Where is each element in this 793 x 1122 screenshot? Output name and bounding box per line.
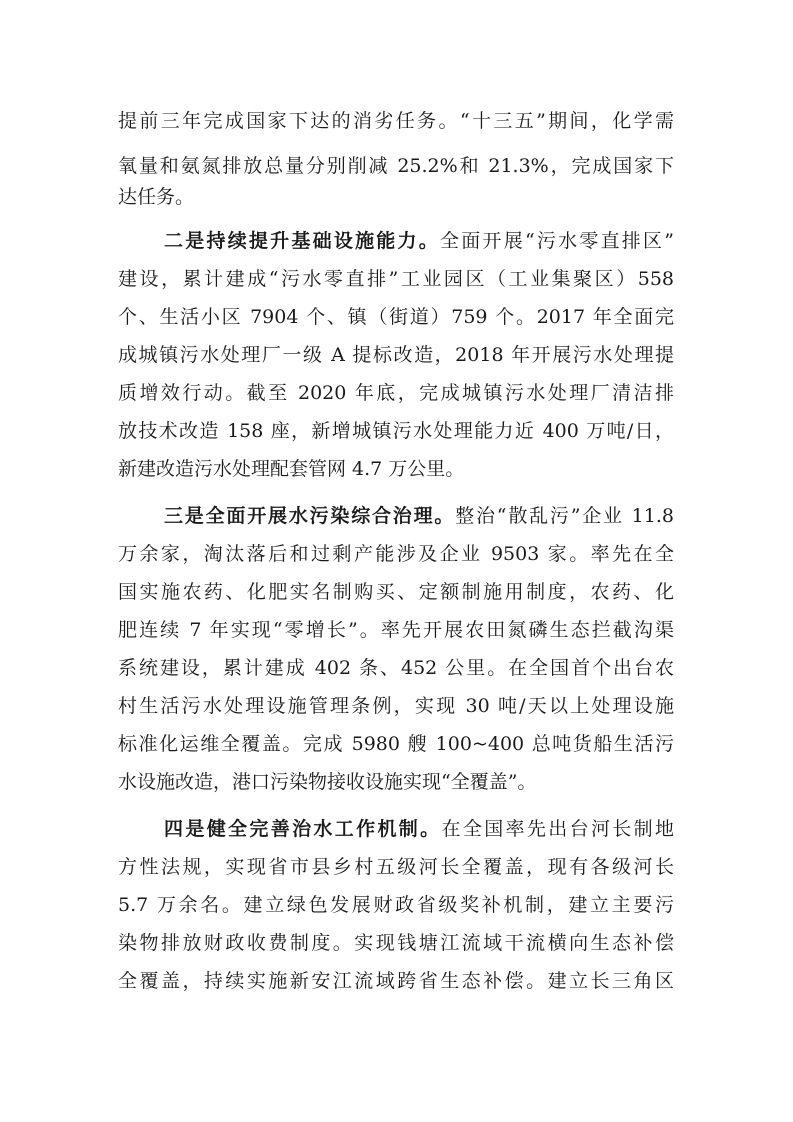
text-segment: 质增效行动。截至 2020 年底，完成城镇污水处理厂清洁排 [118, 382, 674, 404]
text-segment: 氧量和氨氮排放总量分别削减 25.2%和 21.3%，完成国家下 [118, 155, 674, 177]
text-segment: 放技术改造 158 座，新增城镇污水处理能力近 400 万吨/日， [118, 420, 674, 442]
text-segment: 整治“散乱污”企业 11.8 [455, 505, 674, 527]
text-segment: 5.7 万余名。建立绿色发展财政省级奖补机制，建立主要污 [118, 894, 674, 916]
paragraph-2-line-2 [118, 266, 674, 292]
paragraph-4-line-5 [118, 968, 674, 994]
paragraph-2-line-4 [118, 342, 674, 368]
paragraph-1-line-3 [118, 184, 674, 210]
paragraph-heading: 三是全面开展水污染综合治理。 [164, 505, 456, 527]
text-segment: 在全国率先出台河长制地 [441, 818, 674, 840]
text-segment: 全覆盖，持续实施新安江流域跨省生态补偿。建立长三角区 [118, 970, 674, 992]
text-segment: 国实施农药、化肥实名制购买、定额制施用制度，农药、化 [118, 581, 674, 603]
text-segment: 建设，累计建成“污水零直排”工业园区（工业集聚区）558 [118, 268, 674, 290]
paragraph-3-line-8 [118, 769, 674, 795]
text-segment: 个、生活小区 7904 个、镇（街道）759 个。2017 年全面完 [118, 306, 674, 328]
paragraph-3-line-2 [118, 541, 674, 567]
paragraph-4-line-3 [118, 892, 674, 918]
text-segment: 染物排放财政收费制度。实现钱塘江流域干流横向生态补偿 [118, 932, 674, 954]
text-segment: 系统建设，累计建成 402 条、452 公里。在全国首个出台农 [118, 657, 674, 679]
text-segment: 全面开展“污水零直排区” [440, 230, 674, 252]
paragraph-heading: 二是持续提升基础设施能力。 [164, 230, 441, 252]
paragraph-2-line-7 [118, 456, 674, 482]
paragraph-3-line-4 [118, 617, 674, 643]
text-segment: 标准化运维全覆盖。完成 5980 艘 100~400 总吨货船生活污 [118, 733, 674, 755]
paragraph-4-line-2 [118, 854, 674, 880]
text-segment: 新建改造污水处理配套管网 4.7 万公里。 [118, 458, 465, 480]
text-segment: 村生活污水处理设施管理条例，实现 30 吨/天以上处理设施 [118, 695, 674, 717]
paragraph-3-line-3 [118, 579, 674, 605]
paragraph-4-line-1 [164, 816, 674, 842]
paragraph-2-line-6 [118, 418, 674, 444]
paragraph-3-line-6 [118, 693, 674, 719]
text-segment: 成城镇污水处理厂一级 A 提标改造，2018 年开展污水处理提 [118, 344, 674, 366]
paragraph-2-line-3 [118, 304, 674, 330]
text-segment: 万余家，淘汰落后和过剩产能涉及企业 9503 家。率先在全 [118, 543, 674, 565]
paragraph-4-line-4 [118, 930, 674, 956]
text-segment: 方性法规，实现省市县乡村五级河长全覆盖，现有各级河长 [118, 856, 674, 878]
paragraph-1-line-2 [118, 153, 674, 179]
text-segment: 肥连续 7 年实现“零增长”。率先开展农田氮磷生态拦截沟渠 [118, 619, 674, 641]
paragraph-3-line-1 [164, 503, 674, 529]
paragraph-1-line-1 [118, 108, 674, 134]
paragraph-heading: 四是健全完善治水工作机制。 [164, 818, 442, 840]
paragraph-2-line-1 [164, 228, 674, 254]
paragraph-3-line-7 [118, 731, 674, 757]
paragraph-3-line-5 [118, 655, 674, 681]
paragraph-2-line-5 [118, 380, 674, 406]
text-segment: 水设施改造，港口污染物接收设施实现“全覆盖”。 [118, 771, 537, 793]
text-segment: 提前三年完成国家下达的消劣任务。“十三五”期间，化学需 [118, 110, 674, 132]
text-segment: 达任务。 [118, 186, 195, 208]
